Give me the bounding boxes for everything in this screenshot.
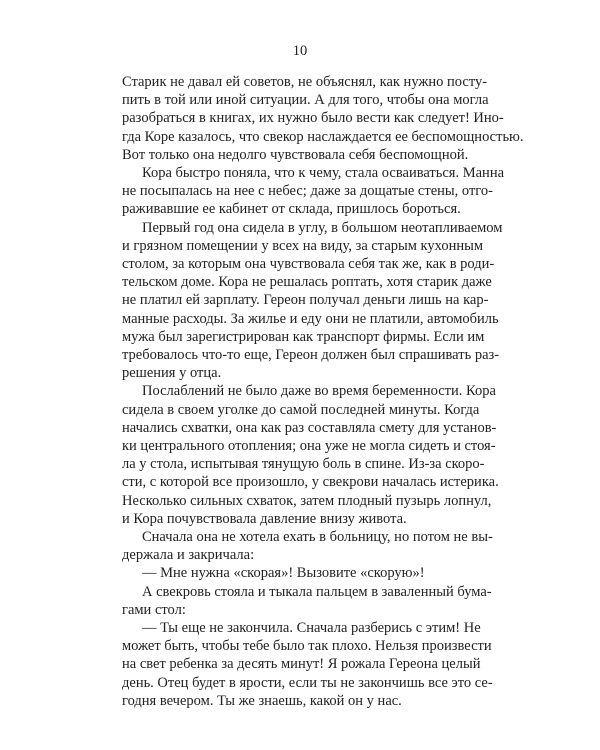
text-line: и Кора почувствовала давление внизу живота. xyxy=(122,510,407,527)
text-line: пить в той или иной ситуации. А для того, чтобы она могла xyxy=(122,92,489,109)
text-line: держала и закричала: xyxy=(122,547,255,564)
text-line: требовалось что-то еще, Гереон должен был спрашивать раз- xyxy=(122,347,500,363)
text-line: Вот только она недолго чувствовала себя беспомощной. xyxy=(122,146,469,163)
text-line: Послаблений не было даже во время беременности. Кора xyxy=(142,383,496,400)
text-line: может быть, чтобы тебе было так плохо. Нельзя произвести xyxy=(122,638,492,655)
text-line: раживавшие ее кабинет от склада, пришлось бороться. xyxy=(122,201,461,218)
text-line: не посыпалась на нее с небес; даже за дощатые стены, отго- xyxy=(122,183,493,200)
text-line: на свет ребенка за десять минут! Я рожала Гереона целый xyxy=(122,656,481,673)
text-line: гда Коре казалось, что свекор наслаждается ее беспомощностью. xyxy=(122,128,524,145)
text-line: Сначала она не хотела ехать в больницу, но потом не вы- xyxy=(142,529,493,545)
text-line: гами стол: xyxy=(122,601,186,618)
text-line: Старик не давал ей советов, не объяснял, как нужно посту- xyxy=(122,74,488,90)
text-line: разобраться в книгах, их нужно было вести как следует! Ино- xyxy=(122,110,504,127)
text-line: столом, за которым она чувствовала себя так же, как в роди- xyxy=(122,256,495,272)
text-line: начались схватки, она как раз составляла смету для установ- xyxy=(122,419,497,436)
text-line: не платил ей зарплату. Гереон получал деньги лишь на кар- xyxy=(122,292,489,309)
text-line: А свекровь стояла и тыкала пальцем в заваленный бума- xyxy=(142,583,492,600)
page-number: 10 xyxy=(292,43,308,59)
text-line: Кора быстро поняла, что к чему, стала осваиваться. Манна xyxy=(142,165,505,181)
text-line: сти, с которой все произошло, у свекрови началась истерика. xyxy=(122,474,499,491)
text-line: годня вечером. Ты же знаешь, какой он у нас. xyxy=(122,692,402,709)
text-line: манные расходы. За жилье и еду они не платили, автомобиль xyxy=(122,310,499,327)
text-line: тельском доме. Кора не решалась роптать, хотя старик даже xyxy=(122,274,492,291)
text-line: Несколько сильных схваток, затем плодный пузырь лопнул, xyxy=(122,492,492,509)
text-line: день. Отец будет в ярости, если ты не закончишь все это се- xyxy=(122,674,493,691)
text-line: ки центрального отопления; она уже не могла сидеть и стоя- xyxy=(122,438,496,454)
text-line: решения у отца. xyxy=(122,365,222,382)
text-line: Первый год она сидела в углу, в большом неотапливаемом xyxy=(142,219,503,236)
text-line: мужа был зарегистрирован как транспорт фирмы. Если им xyxy=(122,328,485,345)
text-line: — Ты еще не закончила. Сначала разберись с этим! Не xyxy=(142,620,481,636)
text-line: сидела в своем уголке до самой последней минуты. Когда xyxy=(122,401,480,418)
text-line: ла у стола, испытывая тянущую боль в спине. Из-за скоро- xyxy=(122,456,485,473)
text-line: и грязном помещении у всех на виду, за старым кухонным xyxy=(122,237,484,254)
text-line: — Мне нужна «скорая»! Вызовите «скорую»! xyxy=(142,565,425,582)
